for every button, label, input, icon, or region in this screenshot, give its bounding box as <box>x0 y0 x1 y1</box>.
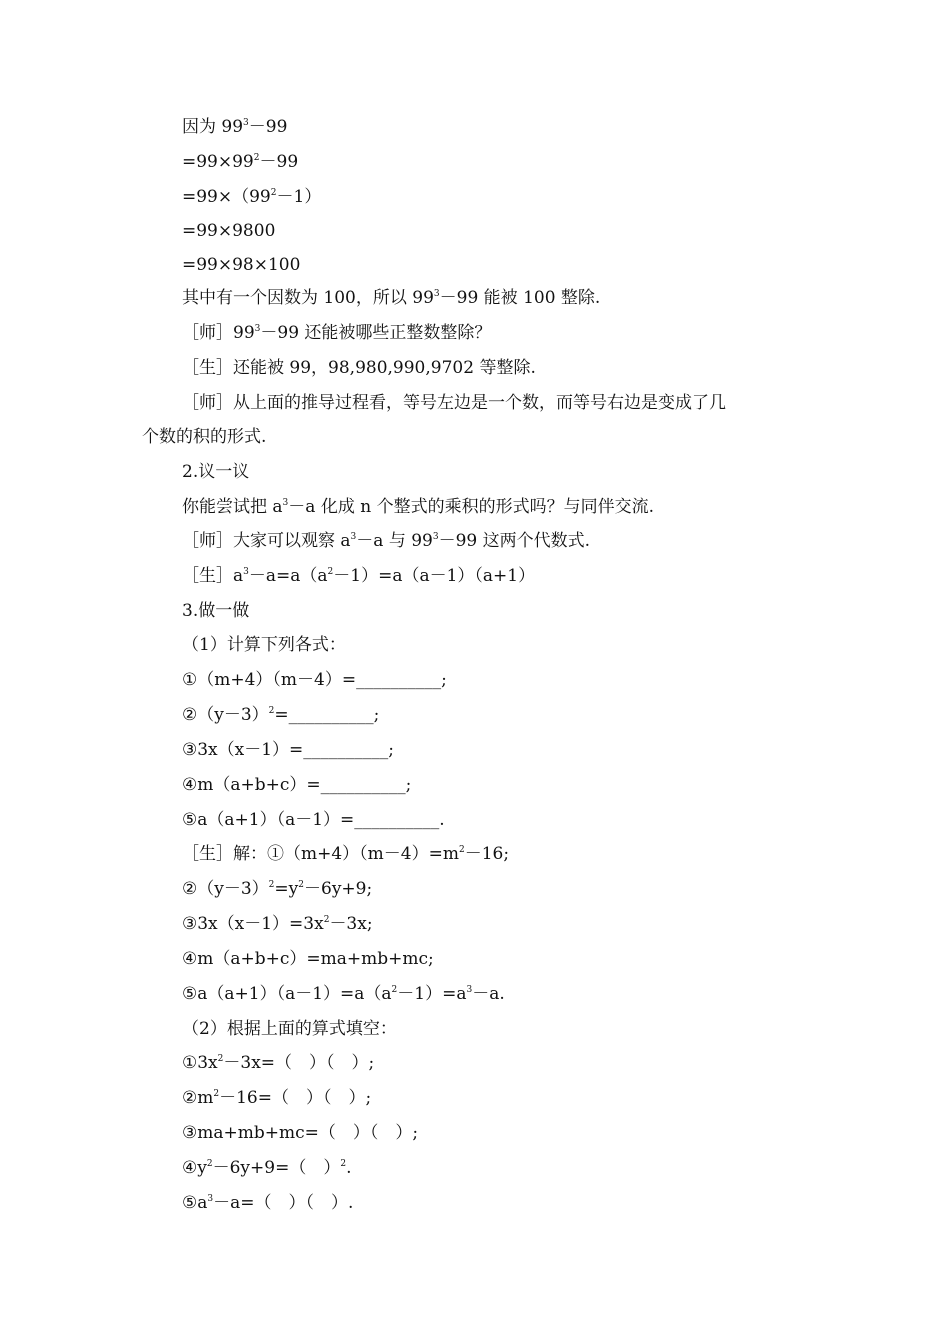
superscript: 2 <box>340 1159 347 1169</box>
text-line <box>182 1017 397 1041</box>
text-run: （2）根据上面的算式填空： <box>182 1019 397 1039</box>
text-line <box>182 219 275 243</box>
text-run: =__________; <box>274 705 380 725</box>
text-line <box>182 356 536 380</box>
text-run: 3.做一做 <box>182 601 250 621</box>
superscript: 2 <box>323 915 330 925</box>
text-run: －99 还能被哪些正整数整除？ <box>260 323 492 343</box>
text-run: ①（m+4）（m－4）=__________; <box>182 670 447 690</box>
superscript: 2 <box>268 880 275 890</box>
text-run: ②（y－3） <box>182 879 269 899</box>
text-line <box>182 703 379 727</box>
text-run: －a. <box>472 984 505 1004</box>
text-run: ④m（a+b+c）=ma+mb+mc; <box>182 949 434 969</box>
text-line <box>182 391 726 415</box>
superscript: 2 <box>298 880 304 890</box>
text-line <box>142 425 266 449</box>
text-line <box>182 808 445 832</box>
superscript: 2 <box>213 1089 220 1099</box>
text-line <box>182 599 249 623</box>
text-run: ⑤a（a+1）（a－1）=a（a <box>182 984 392 1004</box>
text-run: －a=a（a <box>248 566 328 586</box>
text-line <box>182 150 298 174</box>
superscript: 2 <box>391 985 398 995</box>
text-run: －6y+9; <box>304 879 373 899</box>
text-line <box>182 495 654 519</box>
text-line <box>182 947 434 971</box>
text-run: －99 这两个代数式. <box>438 531 591 551</box>
text-run: －16=（ ）（ ）; <box>219 1088 372 1108</box>
text-line <box>182 877 372 901</box>
superscript: 2 <box>270 188 277 198</box>
text-run: ［师］99 <box>182 323 255 343</box>
text-run: =y <box>274 879 299 899</box>
superscript: 3 <box>433 289 440 299</box>
text-line <box>182 738 394 762</box>
text-run: －99 <box>259 152 299 172</box>
text-run: －a 与 99 <box>356 531 433 551</box>
text-run: －1）=a（a－1）（a+1） <box>333 566 536 586</box>
text-run: －6y+9=（ ） <box>212 1158 341 1178</box>
text-line <box>182 842 509 866</box>
text-run: ②m <box>182 1088 214 1108</box>
text-line <box>182 633 346 657</box>
superscript: 2 <box>268 706 275 716</box>
text-run: =99×98×100 <box>182 255 301 275</box>
superscript: 3 <box>243 118 249 128</box>
text-line <box>182 912 373 936</box>
text-run: ［生］还能被 99，98,980,990,9702 等整除. <box>182 358 536 378</box>
text-line <box>182 460 249 484</box>
text-run: －a=（ ）（ ）. <box>213 1193 354 1213</box>
superscript: 3 <box>466 985 473 995</box>
text-run: ③3x（x－1）=__________; <box>182 740 395 760</box>
text-run: －3x; <box>329 914 373 934</box>
text-run: 其中有一个因数为 100，所以 99 <box>182 288 434 308</box>
superscript: 2 <box>327 567 334 577</box>
text-line <box>182 529 590 553</box>
text-run: 2.议一议 <box>182 462 250 482</box>
text-run: ⑤a <box>182 1193 208 1213</box>
text-run: =99×9800 <box>182 221 276 241</box>
text-line <box>182 1086 371 1110</box>
superscript: 3 <box>243 567 249 577</box>
superscript: 3 <box>207 1194 214 1204</box>
superscript: 2 <box>458 845 465 855</box>
text-line <box>182 773 411 797</box>
text-line <box>182 286 600 310</box>
text-line <box>182 1051 374 1075</box>
text-run: －a 化成 n 个整式的乘积的形式吗？与同伴交流. <box>288 497 654 517</box>
text-run: ④y <box>182 1158 207 1178</box>
text-line <box>182 1156 351 1180</box>
text-line <box>182 668 447 692</box>
text-line <box>182 1191 353 1215</box>
text-run: ⑤a（a+1）（a－1）=__________. <box>182 810 445 830</box>
text-run: （1）计算下列各式： <box>182 635 346 655</box>
superscript: 3 <box>350 532 357 542</box>
text-run: －99 能被 100 整除. <box>439 288 601 308</box>
text-run: ①3x <box>182 1053 218 1073</box>
text-line <box>182 115 287 139</box>
text-line <box>182 185 321 209</box>
text-run: ②（y－3） <box>182 705 269 725</box>
text-run: =99×（99 <box>182 187 271 207</box>
text-run: ③3x（x－1）=3x <box>182 914 324 934</box>
text-run: 个数的积的形式. <box>142 427 267 447</box>
text-run: －99 <box>248 117 288 137</box>
text-run: －1） <box>276 187 322 207</box>
superscript: 2 <box>217 1054 224 1064</box>
text-run: =99×99 <box>182 152 254 172</box>
text-line <box>182 982 505 1006</box>
text-line <box>182 1121 418 1145</box>
superscript: 2 <box>206 1159 213 1169</box>
text-run: －3x=（ ）（ ）; <box>223 1053 375 1073</box>
superscript: 2 <box>253 153 260 163</box>
text-run: ［生］解：①（m+4）（m－4）=m <box>182 844 459 864</box>
text-run: ④m（a+b+c）=__________; <box>182 775 412 795</box>
text-run: －1）=a <box>397 984 467 1004</box>
text-line <box>182 253 300 277</box>
text-run: ③ma+mb+mc=（ ）（ ）; <box>182 1123 419 1143</box>
text-run: ［师］从上面的推导过程看，等号左边是一个数，而等号右边是变成了几 <box>182 393 726 413</box>
text-run: 你能尝试把 a <box>182 497 283 517</box>
superscript: 3 <box>432 532 439 542</box>
text-run: . <box>346 1158 352 1178</box>
text-run: ［师］大家可以观察 a <box>182 531 351 551</box>
text-run: 因为 99 <box>182 117 244 137</box>
text-run: ［生］a <box>182 566 244 586</box>
superscript: 3 <box>254 324 261 334</box>
text-line <box>182 321 491 345</box>
text-line <box>182 564 535 588</box>
superscript: 3 <box>282 498 289 508</box>
text-run: －16; <box>464 844 510 864</box>
